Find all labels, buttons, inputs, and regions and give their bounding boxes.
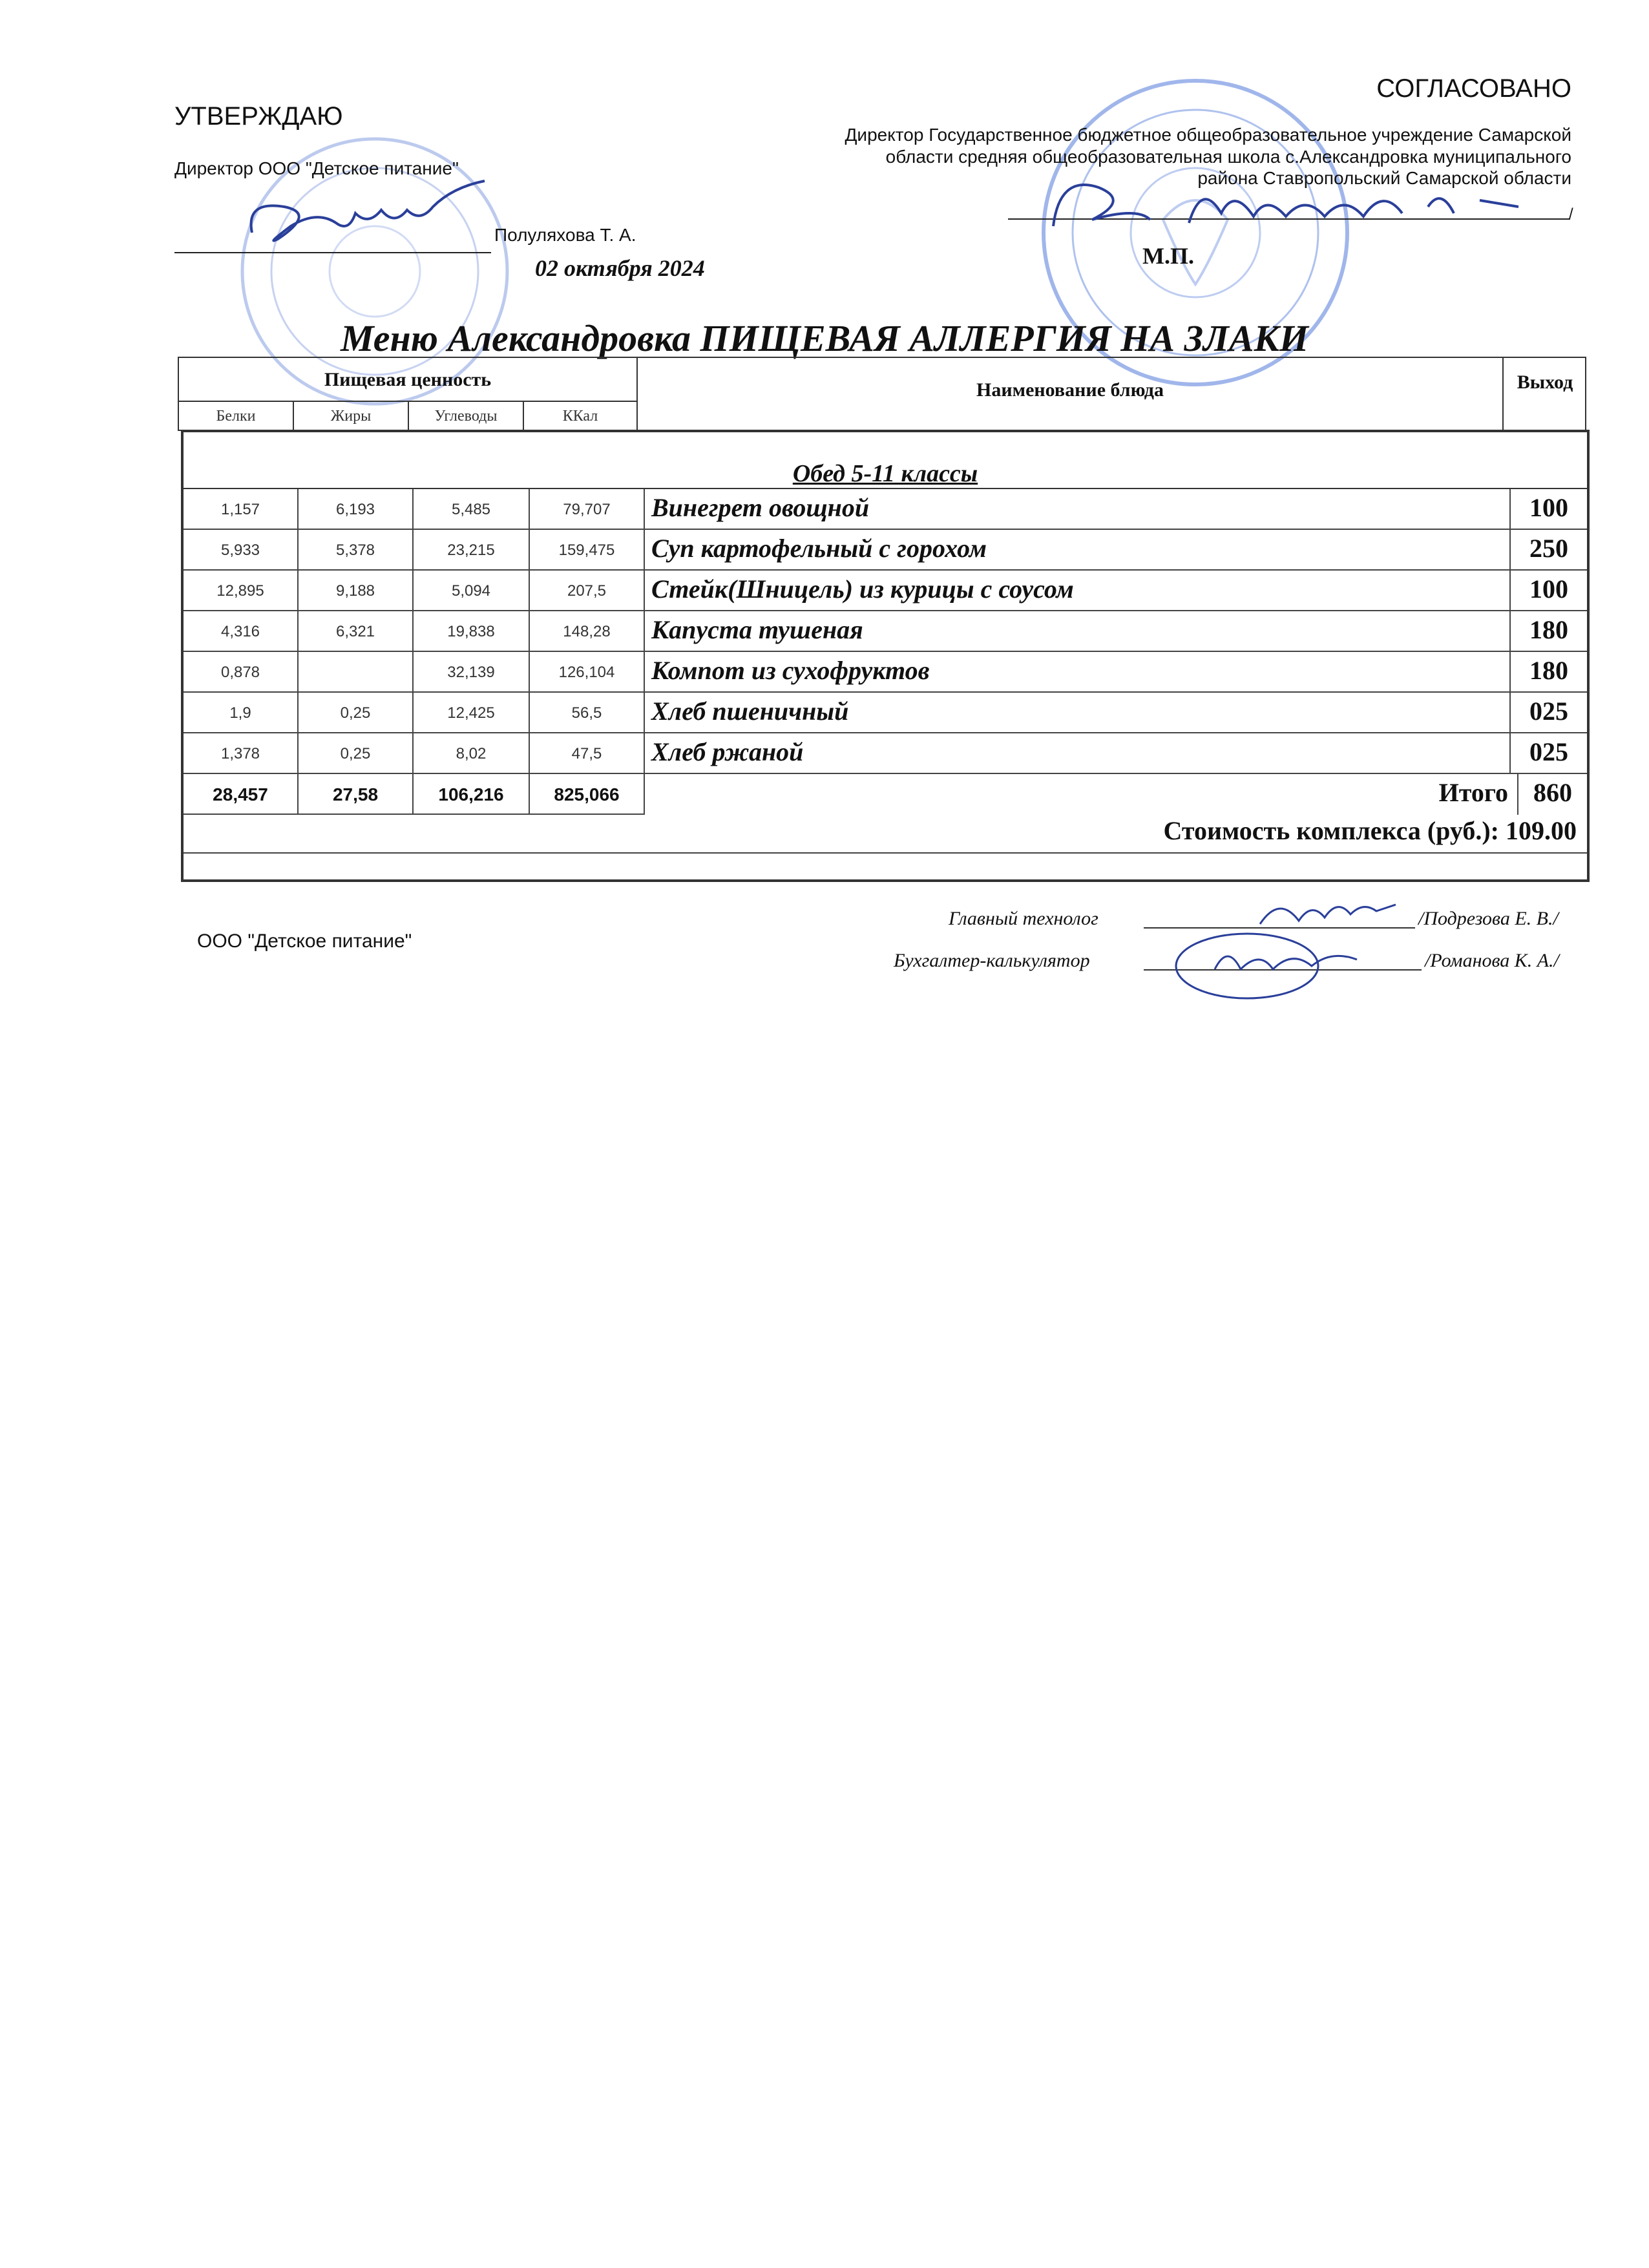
table-row xyxy=(184,693,1587,733)
total-kcal: 825,066 xyxy=(530,774,645,815)
kcal-cell: 47,5 xyxy=(530,733,645,774)
proteins-cell: 5,933 xyxy=(184,530,299,571)
header-table xyxy=(178,357,1586,431)
agree-title: СОГЛАСОВАНО xyxy=(1376,74,1571,103)
nutrition-header: Пищевая ценность xyxy=(179,358,638,402)
kcal-cell: 207,5 xyxy=(530,571,645,611)
proteins-cell: 12,895 xyxy=(184,571,299,611)
proteins-cell: 1,378 xyxy=(184,733,299,774)
total-fats: 27,58 xyxy=(299,774,414,815)
carbs-cell: 5,094 xyxy=(414,571,530,611)
dish-cell: Капуста тушеная xyxy=(645,611,1511,652)
kcal-cell: 148,28 xyxy=(530,611,645,652)
dish-header: Наименование блюда xyxy=(638,358,1504,430)
total-label: Итого xyxy=(1438,778,1508,807)
dish-cell: Стейк(Шницель) из курицы с соусом xyxy=(645,571,1511,611)
approve-signature xyxy=(239,174,498,258)
table-row xyxy=(184,571,1587,611)
total-output: 860 xyxy=(1517,774,1587,815)
proteins-header: Белки xyxy=(179,402,294,431)
total-row xyxy=(184,774,1587,815)
proteins-cell: 1,9 xyxy=(184,693,299,733)
carbs-cell: 5,485 xyxy=(414,489,530,530)
proteins-cell: 1,157 xyxy=(184,489,299,530)
dish-cell: Винегрет овощной xyxy=(645,489,1511,530)
chief-technologist-line xyxy=(1144,927,1415,929)
table-row xyxy=(184,530,1587,571)
dish-cell: Хлеб пшеничный xyxy=(645,693,1511,733)
cost-divider xyxy=(184,852,1587,854)
accountant-signature xyxy=(1163,924,1396,1008)
mp-label: М.П. xyxy=(1142,243,1194,269)
table-row xyxy=(184,489,1587,530)
proteins-cell: 0,878 xyxy=(184,652,299,693)
cost-text: Стоимость комплекса (руб.): 109.00 xyxy=(1163,816,1577,845)
section-title: Обед 5-11 классы xyxy=(184,458,1587,489)
company-name: ООО "Детское питание" xyxy=(197,930,412,952)
kcal-cell: 79,707 xyxy=(530,489,645,530)
total-carbs: 106,216 xyxy=(414,774,530,815)
agree-role xyxy=(667,124,1571,189)
agree-tick: / xyxy=(1569,205,1573,223)
fats-cell: 6,193 xyxy=(299,489,414,530)
fats-cell: 0,25 xyxy=(299,733,414,774)
output-cell: 180 xyxy=(1511,652,1587,693)
output-header: Выход xyxy=(1517,372,1573,393)
carbs-cell: 8,02 xyxy=(414,733,530,774)
chief-technologist-name: /Подрезова Е. В./ xyxy=(1418,908,1559,929)
table-row xyxy=(184,733,1587,774)
table-row xyxy=(184,611,1587,652)
kcal-cell: 126,104 xyxy=(530,652,645,693)
kcal-header: ККал xyxy=(524,402,638,431)
approve-role: Директор ООО "Детское питание" xyxy=(174,158,459,178)
approve-signature-line xyxy=(174,252,491,253)
accountant-label: Бухгалтер-калькулятор xyxy=(894,950,1090,971)
carbs-cell: 23,215 xyxy=(414,530,530,571)
carbs-cell: 12,425 xyxy=(414,693,530,733)
output-cell: 180 xyxy=(1511,611,1587,652)
output-cell: 100 xyxy=(1511,489,1587,530)
kcal-cell: 159,475 xyxy=(530,530,645,571)
accountant-line xyxy=(1144,969,1422,971)
carbs-cell: 19,838 xyxy=(414,611,530,652)
table-row xyxy=(184,652,1587,693)
carbs-cell: 32,139 xyxy=(414,652,530,693)
approve-name: Полуляхова Т. А. xyxy=(494,225,636,245)
chief-technologist-label: Главный технолог xyxy=(949,908,1098,929)
dish-cell: Хлеб ржаной xyxy=(645,733,1511,774)
dish-cell: Компот из сухофруктов xyxy=(645,652,1511,693)
output-cell: 100 xyxy=(1511,571,1587,611)
fats-cell: 5,378 xyxy=(299,530,414,571)
proteins-cell: 4,316 xyxy=(184,611,299,652)
agree-role-line-3: района Ставропольский Самарской области xyxy=(1197,168,1571,189)
output-cell: 250 xyxy=(1511,530,1587,571)
carbs-header: Углеводы xyxy=(409,402,524,431)
fats-header: Жиры xyxy=(294,402,409,431)
approve-title: УТВЕРЖДАЮ xyxy=(174,102,343,131)
fats-cell: 0,25 xyxy=(299,693,414,733)
fats-cell: 9,188 xyxy=(299,571,414,611)
dish-cell: Суп картофельный с горохом xyxy=(645,530,1511,571)
fats-cell xyxy=(299,652,414,693)
agree-role-line-1: Директор Государственное бюджетное общеобразовательное учреждение Самарской xyxy=(845,125,1571,145)
accountant-name: /Романова К. А./ xyxy=(1425,950,1559,971)
document-title: Меню Александровка ПИЩЕВАЯ АЛЛЕРГИЯ НА ЗЛАКИ xyxy=(340,317,1309,359)
menu-table xyxy=(181,430,1590,882)
agree-role-line-2: области средняя общеобразовательная школа с.Александровка муниципального xyxy=(885,146,1571,167)
agree-signature-line xyxy=(1008,218,1570,220)
kcal-cell: 56,5 xyxy=(530,693,645,733)
output-cell: 025 xyxy=(1511,733,1587,774)
output-cell: 025 xyxy=(1511,693,1587,733)
approve-date: 02 октября 2024 xyxy=(535,255,705,281)
fats-cell: 6,321 xyxy=(299,611,414,652)
total-proteins: 28,457 xyxy=(184,774,299,815)
